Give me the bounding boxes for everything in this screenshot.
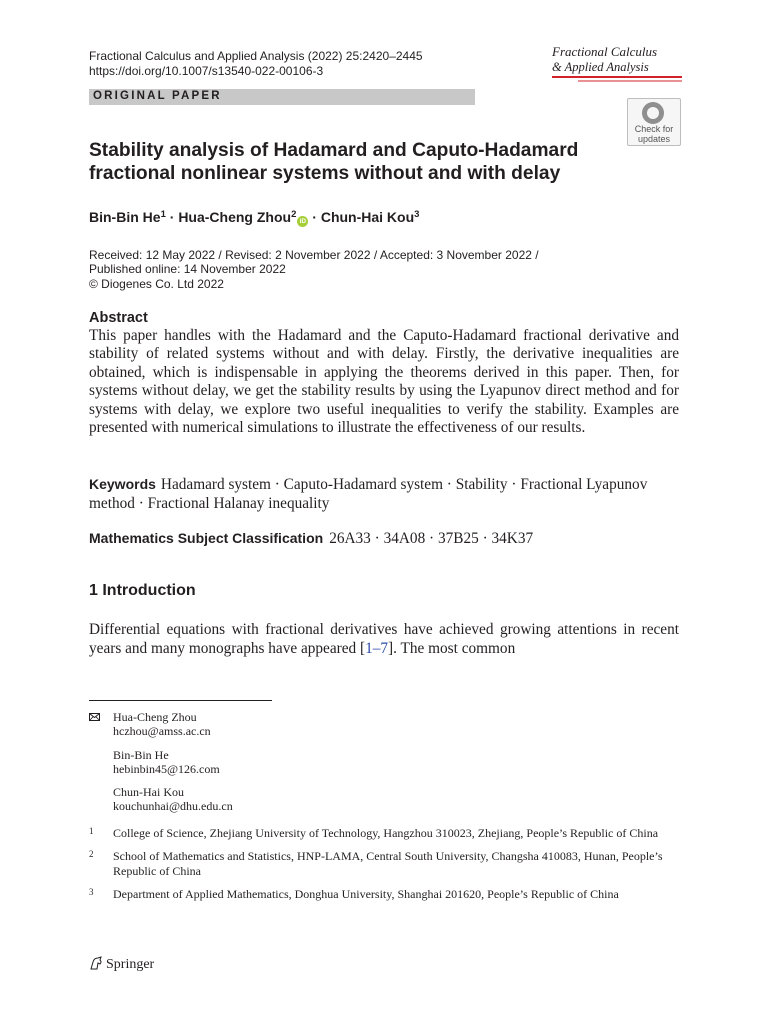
contact-name: Chun-Hai Kou [113,785,184,800]
check-updates-icon [642,102,664,124]
contact-email[interactable]: hczhou@amss.ac.cn [113,724,211,739]
check-updates-line1: Check for [634,124,674,134]
journal-logo [548,40,688,88]
introduction-text [89,621,679,658]
author-name[interactable]: Hua-Cheng Zhou [178,209,292,225]
keywords-text: Hadamard system · Caputo-Hadamard system · Stability · Fractional Lyapunov method · Fractional Halanay inequality [89,476,648,512]
contact-name: Bin-Bin He [113,747,169,762]
orcid-icon[interactable]: iD [297,216,308,227]
envelope-icon [89,713,100,721]
affiliation-text: School of Mathematics and Statistics, HNP-LAMA, Central South University, Changsha 410083, Hunan, People’s Republic of China [113,849,663,878]
keywords-label: Keywords [89,476,156,492]
author-list [89,209,419,227]
contact-block [89,748,233,777]
affiliation-item [89,849,679,878]
journal-header [89,49,423,79]
logo-line2: & Applied Analysis [552,60,649,74]
author-aff-mark: 2 [291,209,297,220]
abstract-heading: Abstract [89,310,148,326]
keywords [89,475,679,513]
footnote-divider [89,700,272,701]
affiliation-text: Department of Applied Mathematics, Donghua University, Shanghai 201620, People’s Republic of China [113,886,619,901]
affiliation-number: 2 [89,849,94,860]
author-name[interactable]: Chun-Hai Kou [320,209,415,225]
publication-dates [89,248,539,291]
affiliations [89,826,679,910]
paper-title: Stability analysis of Hadamard and Caputo-Hadamard fractional nonlinear systems without and with delay [89,140,579,184]
contact-email[interactable]: hebinbin45@126.com [113,761,220,776]
contact-name: Hua-Cheng Zhou [113,710,197,724]
author-name[interactable]: Bin-Bin He [89,209,161,225]
msc-codes: 26A33 · 34A08 · 37B25 · 34K37 [329,530,534,547]
logo-line1: Fractional Calculus [552,44,658,59]
copyright-line: © Diogenes Co. Ltd 2022 [89,276,224,291]
author-contacts [89,710,233,823]
author-separator: · [165,209,179,225]
publisher-mark [89,956,154,973]
springer-horse-icon [89,956,103,970]
intro-text-part: Differential equations with fractional derivatives have achieved growing attentions in recent years and many monographs have appeared [ [89,621,679,657]
dates-line: Published online: 14 November 2022 [89,262,286,277]
doi-link[interactable]: https://doi.org/10.1007/s13540-022-00106-3 [89,64,324,78]
abstract-text: This paper handles with the Hadamard and the Caputo-Hadamard fractional derivative and stability of related systems without and with delay. Firstly, the derivative inequalities are obtained, which is indispensable in applying the theorems derived in this paper. Then, for systems without delay, we get the stability results by using the Lyapunov direct method and for systems with delay, we explore two useful inequalities to verify the stability. Examples are presented with numerical simulations to illustrate the effectiveness of our results. [89,327,679,437]
citation-link[interactable]: 1–7 [365,639,389,657]
contact-email[interactable]: kouchunhai@dhu.edu.cn [113,799,233,814]
contact-block [89,710,233,739]
author-aff-mark: 1 [160,209,166,220]
affiliation-item [89,826,679,840]
affiliation-text: College of Science, Zhejiang University of Technology, Hangzhou 310023, Zhejiang, People’s Republic of China [113,826,659,840]
contact-block [89,785,233,814]
journal-citation: Fractional Calculus and Applied Analysis (2022) 25:2420–2445 [89,49,423,63]
dates-line: Received: 12 May 2022 / Revised: 2 November 2022 / Accepted: 3 November 2022 / [89,248,539,262]
author-aff-mark: 3 [414,209,420,220]
section-heading: 1 Introduction [89,582,196,599]
intro-text-part: ]. The most common [388,639,516,657]
msc-label: Mathematics Subject Classification [89,530,324,546]
article-type: ORIGINAL PAPER [93,90,222,102]
article-type-bar [89,89,475,105]
check-updates-line2: updates [637,134,671,144]
affiliation-item [89,887,679,901]
author-separator: · [308,209,321,225]
msc-classification [89,530,533,548]
affiliation-number: 3 [89,886,94,897]
affiliation-number: 1 [89,826,94,836]
publisher-name: Springer [106,957,155,972]
